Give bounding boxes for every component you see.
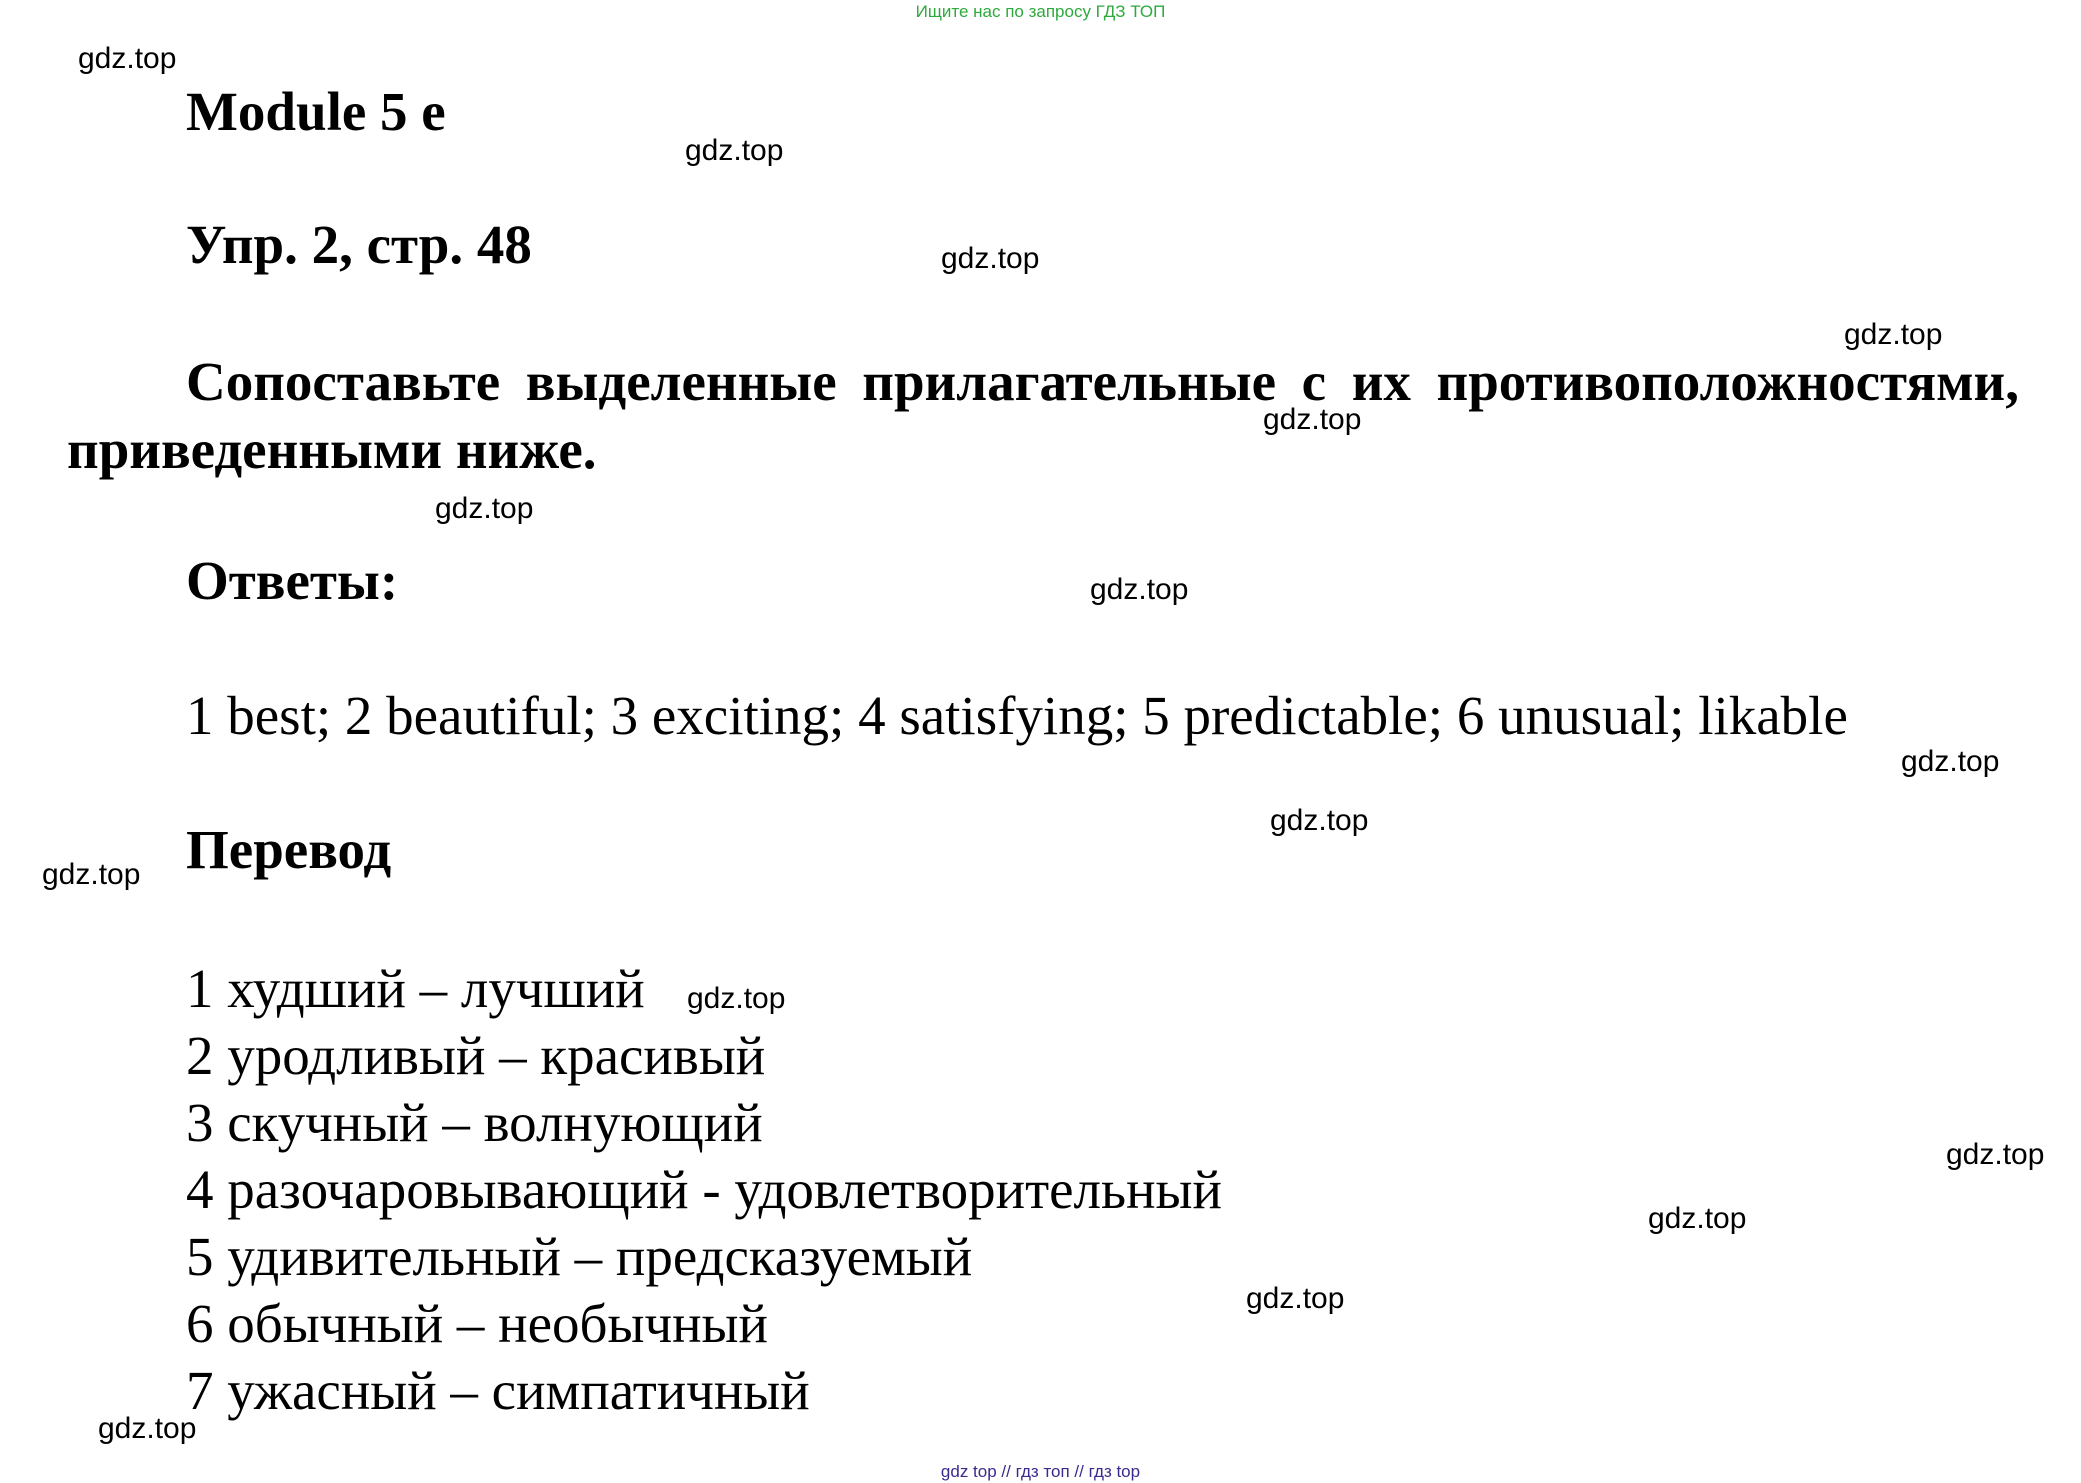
- watermark: gdz.top: [685, 134, 784, 167]
- site-search-hint: Ищите нас по запросу ГДЗ ТОП: [915, 2, 1166, 21]
- translation-item: 7 ужасный – симпатичный: [186, 1360, 810, 1421]
- answers-heading: Ответы:: [186, 550, 399, 611]
- watermark: gdz.top: [42, 858, 141, 891]
- watermark: gdz.top: [687, 982, 786, 1015]
- watermark: gdz.top: [1648, 1202, 1747, 1235]
- watermark: gdz.top: [1246, 1282, 1345, 1315]
- watermark: gdz.top: [941, 242, 1040, 275]
- watermark: gdz.top: [1901, 745, 2000, 778]
- translation-item: 3 скучный – волнующий: [186, 1092, 763, 1153]
- watermark: gdz.top: [1844, 318, 1943, 351]
- translation-item: 4 разочаровывающий - удовлетворительный: [186, 1159, 1222, 1220]
- translation-item: 1 худший – лучший: [186, 958, 645, 1019]
- translation-item: 2 уродливый – красивый: [186, 1025, 766, 1086]
- watermark: gdz.top: [78, 42, 177, 75]
- translation-item: 5 удивительный – предсказуемый: [186, 1226, 973, 1287]
- translation-item: 6 обычный – необычный: [186, 1293, 768, 1354]
- task-instruction: Сопоставьте выделенные прилагательные с их противоположностями, приведенными ниже.: [67, 351, 2019, 480]
- watermark: gdz.top: [1263, 403, 1362, 436]
- exercise-reference: Упр. 2, стр. 48: [186, 214, 532, 275]
- module-title: Module 5 e: [186, 81, 446, 142]
- answers-text: 1 best; 2 beautiful; 3 exciting; 4 satisfying; 5 predictable; 6 unusual; likable: [186, 685, 1848, 746]
- watermark: gdz.top: [1946, 1138, 2045, 1171]
- watermark: gdz.top: [1270, 804, 1369, 837]
- watermark: gdz.top: [1090, 573, 1189, 606]
- watermark: gdz.top: [98, 1412, 197, 1445]
- translation-list: [186, 955, 1222, 1424]
- watermark: gdz.top: [435, 492, 534, 525]
- site-footer-note: gdz top // гдз топ // гдз top: [940, 1462, 1141, 1481]
- translation-heading: Перевод: [186, 819, 392, 880]
